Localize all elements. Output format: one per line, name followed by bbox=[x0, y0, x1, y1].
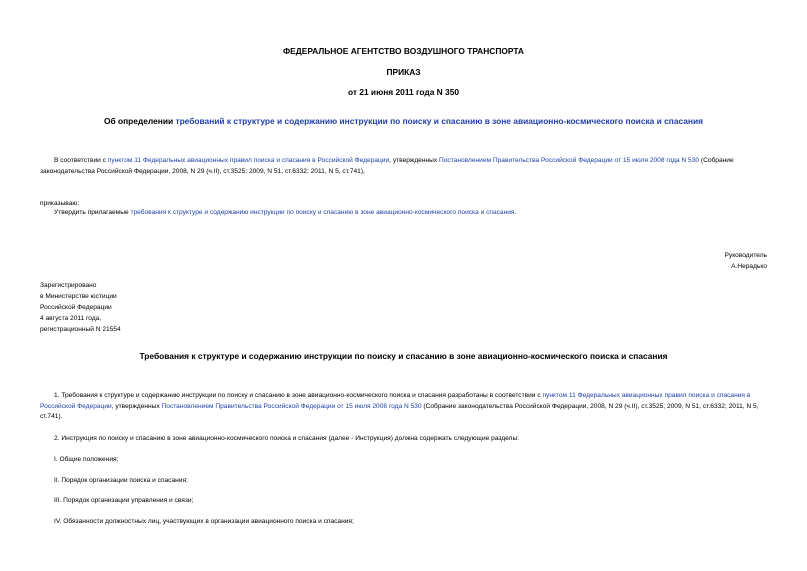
doc-title-prefix: Об определении bbox=[103, 116, 176, 126]
registration-line-3: Российской Федерации bbox=[40, 304, 112, 311]
doc-title bbox=[0, 116, 807, 126]
preamble-paragraph bbox=[40, 156, 770, 177]
section-item-3: III. Порядок организации управления и связи; bbox=[54, 497, 194, 504]
order-label: приказываю: bbox=[40, 200, 80, 207]
paragraph-2: 2. Инструкция по поиску и спасанию в зоне авиационно-космического поиска и спасания (далее - Инструкция) должна содержать следующие разделы: bbox=[54, 435, 520, 442]
p1-link-rules[interactable]: пунктом 11 Федеральных авиационных правил поиска и спасания в Российской Федерации bbox=[40, 392, 751, 410]
preamble-text-3: (Собрание законодательства Российской Федерации, 2008, N 29 (ч.II), ст.3525; 2009, N 51, ст.6332; 2011, N 5, ст.741), bbox=[40, 157, 734, 175]
p1-text-2: , утвержденных bbox=[111, 402, 162, 410]
doc-type-heading: ПРИКАЗ bbox=[386, 67, 421, 77]
doc-title-link[interactable]: требований к структуре и содержанию инструкции по поиску и спасанию в зоне авиационно-космического поиска и спасания bbox=[175, 116, 704, 126]
registration-line-5: регистрационный N 21554 bbox=[40, 326, 121, 333]
registration-block bbox=[40, 280, 121, 335]
registration-line-4: 4 августа 2011 года, bbox=[40, 315, 102, 322]
p1-link-decree[interactable]: Постановлением Правительства Российской Федерации от 15 июля 2008 года N 530 bbox=[161, 402, 422, 410]
order-text-2: . bbox=[514, 209, 517, 216]
order-link-requirements[interactable]: требования к структуре и содержанию инструкции по поиску и спасанию в зоне авиационно-космического поиска и спасания bbox=[130, 209, 515, 216]
section-item-2: II. Порядок организации поиска и спасания; bbox=[54, 477, 188, 484]
signature-name: А.Нерадько bbox=[731, 263, 767, 270]
preamble-link-rules[interactable]: пунктом 11 Федеральных авиационных правил поиска и спасания в Российской Федерации bbox=[107, 157, 390, 164]
registration-line-1: Зарегистрировано bbox=[40, 282, 97, 289]
preamble-text-1: В соответствии с bbox=[54, 157, 108, 164]
signature-role: Руководитель bbox=[724, 252, 767, 259]
section-title: Требования к структуре и содержанию инструкции по поиску и спасанию в зоне авиационно-космического поиска и спасания bbox=[139, 351, 668, 361]
section-item-1: I. Общие положения; bbox=[54, 456, 119, 463]
registration-line-2: в Министерстве юстиции bbox=[40, 293, 117, 300]
p1-text-1: 1. Требования к структуре и содержанию инструкции по поиску и спасанию в зоне авиационно-космического поиска и спасания разработаны в соответствии с bbox=[54, 392, 543, 399]
signature-block bbox=[725, 250, 767, 272]
order-text-1: Утвердить прилагаемые bbox=[54, 209, 131, 216]
section-item-4: IV. Обязанности должностных лиц, участвующих в организации авиационного поиска и спасания; bbox=[54, 518, 354, 525]
agency-heading: ФЕДЕРАЛЬНОЕ АГЕНТСТВО ВОЗДУШНОГО ТРАНСПОРТА bbox=[283, 46, 524, 56]
paragraph-1 bbox=[40, 391, 770, 423]
order-paragraph bbox=[40, 208, 770, 219]
preamble-link-decree[interactable]: Постановлением Правительства Российской Федерации от 15 июля 2008 года N 530 bbox=[439, 157, 700, 164]
preamble-text-2: , утвержденных bbox=[389, 157, 439, 164]
p1-text-3: (Собрание законодательства Российской Федерации, 2008, N 29 (ч.II), ст.3525; 2009, N 51, ст.6332; 2011, N 5, ст.741). bbox=[40, 402, 759, 420]
doc-date: от 21 июня 2011 года N 350 bbox=[347, 87, 460, 97]
